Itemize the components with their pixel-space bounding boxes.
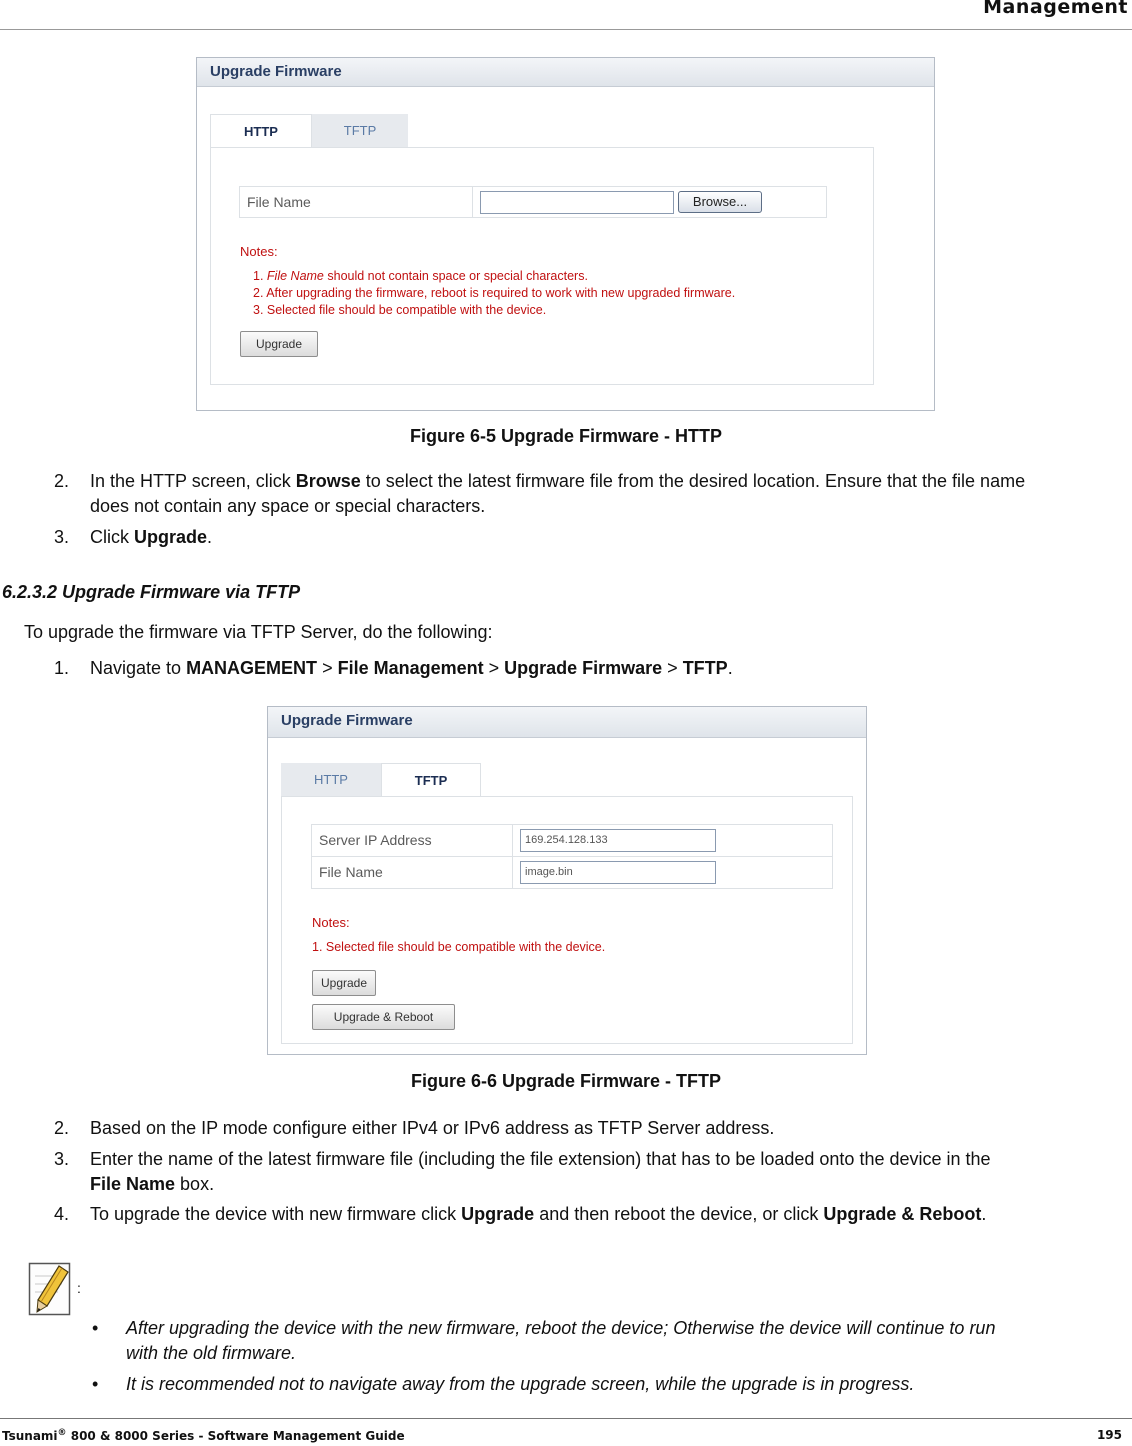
panel-title: Upgrade Firmware xyxy=(281,712,413,729)
path-file-management: File Management xyxy=(337,658,484,678)
tab-http[interactable]: HTTP xyxy=(281,763,381,797)
row-divider xyxy=(512,857,513,888)
upgrade-emphasis: Upgrade xyxy=(134,527,208,547)
panel-title-bar xyxy=(197,58,934,87)
bullet-1-marker: • xyxy=(92,1318,99,1338)
step-3-line1: Enter the name of the latest firmware file (including the file extension) that has to be loaded onto the device in the xyxy=(90,1149,991,1169)
step-text: To upgrade the device with new firmware click xyxy=(90,1204,462,1224)
step-text: . xyxy=(727,658,733,678)
note-bullet-1-line2: with the old firmware. xyxy=(126,1343,297,1363)
tab-tftp[interactable]: TFTP xyxy=(381,763,481,797)
step-4-upgrade-reboot xyxy=(90,1202,986,1227)
row-divider xyxy=(512,825,513,856)
bullet-2-marker: • xyxy=(92,1374,99,1394)
figure-5-caption: Figure 6-5 Upgrade Firmware - HTTP xyxy=(409,426,723,446)
upgrade-emphasis: Upgrade xyxy=(461,1204,535,1224)
panel-title-bar xyxy=(268,707,866,738)
step-text: In the HTTP screen, click xyxy=(90,471,296,491)
path-upgrade-firmware: Upgrade Firmware xyxy=(504,658,663,678)
step-number: 3. xyxy=(54,1149,70,1169)
note-bullet-1-line1: After upgrading the device with the new firmware, reboot the device; Otherwise the device will continue to run xyxy=(126,1318,996,1338)
step-2-browse xyxy=(90,469,1132,519)
notes-title: Notes: xyxy=(240,244,278,259)
footer-title xyxy=(2,1428,405,1443)
note-1 xyxy=(253,269,588,283)
step-text: box. xyxy=(175,1174,215,1194)
tab-content xyxy=(210,147,874,385)
step-2-line2: does not contain any space or special characters. xyxy=(90,496,486,516)
note-2: 2. After upgrading the firmware, reboot is required to work with new upgraded firmware. xyxy=(253,286,736,300)
browse-button[interactable]: Browse... xyxy=(678,191,762,213)
path-separator: > xyxy=(317,658,338,678)
step-number: 3. xyxy=(54,527,70,547)
server-ip-label: Server IP Address xyxy=(319,832,432,848)
step-3-upgrade xyxy=(90,525,212,550)
browse-emphasis: Browse xyxy=(295,471,361,491)
step-2-line1 xyxy=(90,469,1132,494)
panel-title: Upgrade Firmware xyxy=(210,63,342,80)
step-number: 2. xyxy=(54,471,70,491)
path-tftp: TFTP xyxy=(682,658,728,678)
file-name-label: File Name xyxy=(247,194,311,210)
path-separator: > xyxy=(662,658,683,678)
path-separator: > xyxy=(483,658,505,678)
tab-http[interactable]: HTTP xyxy=(210,114,312,148)
footer-registered-mark: ® xyxy=(57,1428,67,1438)
file-name-emphasis: File Name xyxy=(90,1174,176,1194)
figure-6-caption: Figure 6-6 Upgrade Firmware - TFTP xyxy=(410,1071,722,1091)
file-name-input[interactable]: image.bin xyxy=(520,861,716,884)
step-text: Click xyxy=(90,527,134,547)
footer-rule xyxy=(0,1418,1132,1419)
section-heading: 6.2.3.2 Upgrade Firmware via TFTP xyxy=(2,582,301,602)
step-text: . xyxy=(981,1204,987,1224)
note-bullet-1 xyxy=(126,1316,1132,1366)
row-divider xyxy=(472,187,473,217)
step-text: . xyxy=(207,527,213,547)
upgrade-button[interactable]: Upgrade xyxy=(240,331,318,357)
step-text: and then reboot the device, or click xyxy=(534,1204,824,1224)
note-colon: : xyxy=(77,1280,81,1296)
upgrade-reboot-button[interactable]: Upgrade & Reboot xyxy=(312,1004,455,1030)
file-name-input[interactable] xyxy=(480,191,674,214)
header-rule xyxy=(0,29,1132,30)
note-1-text: should not contain space or special characters. xyxy=(327,269,588,283)
step-number: 1. xyxy=(54,658,70,678)
note-1-filename: File Name xyxy=(266,269,324,283)
notes-title: Notes: xyxy=(312,915,350,930)
server-ip-input[interactable]: 169.254.128.133 xyxy=(520,829,716,852)
note-pencil-icon-graphic xyxy=(28,1262,74,1316)
step-3-file-name xyxy=(90,1147,1132,1197)
step-number: 4. xyxy=(54,1204,70,1224)
step-text: Navigate to xyxy=(90,658,187,678)
page-number: 195 xyxy=(1096,1428,1122,1442)
step-number: 2. xyxy=(54,1118,70,1138)
file-name-row xyxy=(239,186,827,218)
file-name-label: File Name xyxy=(319,864,383,880)
upgrade-reboot-emphasis: Upgrade & Reboot xyxy=(823,1204,982,1224)
path-management: MANAGEMENT xyxy=(186,658,318,678)
note-1: 1. Selected file should be compatible with the device. xyxy=(312,940,606,954)
step-text: to select the latest firmware file from the desired location. Ensure that the file name xyxy=(360,471,1026,491)
note-1-number: 1. xyxy=(253,269,264,283)
footer-guide-title: 800 & 8000 Series - Software Management Guide xyxy=(66,1429,405,1443)
figure-tftp-screenshot xyxy=(267,706,867,1055)
footer-brand: Tsunami xyxy=(2,1429,58,1443)
tab-tftp[interactable]: TFTP xyxy=(312,114,408,148)
note-3: 3. Selected file should be compatible with the device. xyxy=(253,303,547,317)
tab-content xyxy=(281,796,853,1044)
step-3-line2 xyxy=(90,1172,1132,1197)
step-1-navigate xyxy=(90,656,733,681)
server-ip-row xyxy=(311,824,833,857)
note-bullet-2: It is recommended not to navigate away from the upgrade screen, while the upgrade is in progress. xyxy=(126,1374,915,1394)
step-2-server-address: Based on the IP mode configure either IPv4 or IPv6 address as TFTP Server address. xyxy=(90,1118,775,1138)
file-name-row xyxy=(311,856,833,889)
upgrade-button[interactable]: Upgrade xyxy=(312,970,376,996)
running-header: Management xyxy=(983,0,1128,18)
figure-http-screenshot xyxy=(196,57,935,411)
note-pencil-icon xyxy=(28,1262,74,1316)
section-intro: To upgrade the firmware via TFTP Server, do the following: xyxy=(24,622,493,642)
